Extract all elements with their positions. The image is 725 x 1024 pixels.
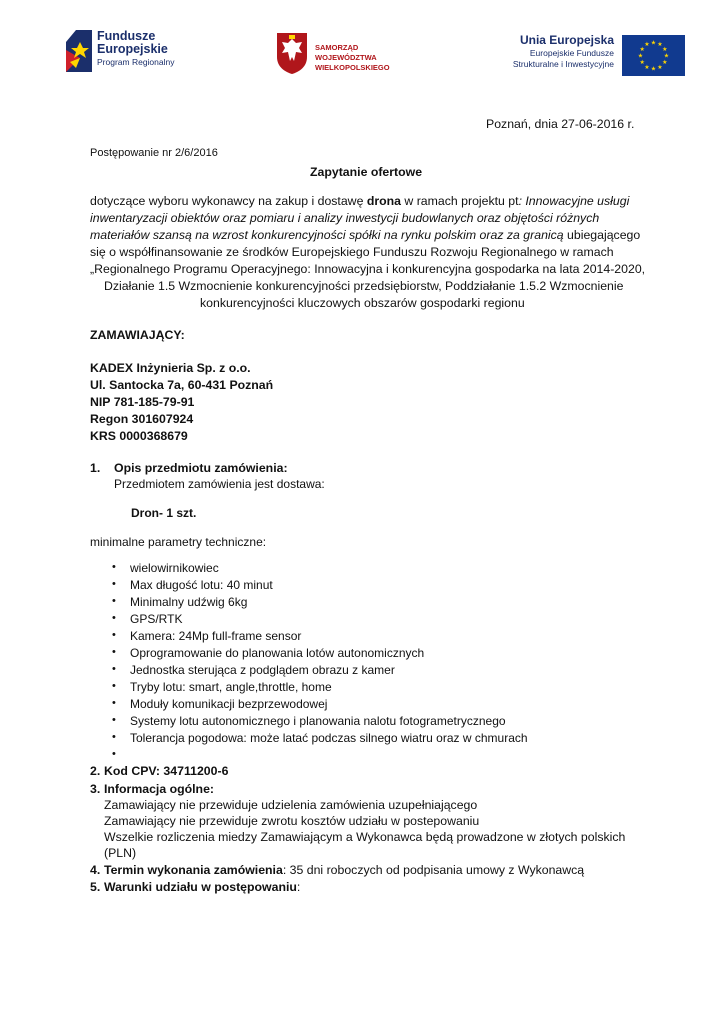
fundusze-europejskie-logo xyxy=(62,28,192,78)
eu-star-icon: ★ xyxy=(639,47,645,53)
list-item: Systemy lotu autonomicznego i planowania nalotu fotogrametrycznego xyxy=(130,714,506,728)
list-item: wielowirnikowiec xyxy=(130,561,219,575)
unia-europejska-logo xyxy=(496,33,690,77)
bullet: • xyxy=(112,663,116,675)
ue-logo-line3: Strukturalne i Inwestycyjne xyxy=(512,59,614,69)
eu-star-icon: ★ xyxy=(639,60,645,66)
list-item: Tryby lotu: smart, angle,throttle, home xyxy=(130,680,332,694)
list-item: Oprogramowanie do planowania lotów autonomicznych xyxy=(130,646,425,660)
bullet: • xyxy=(112,680,116,692)
section-3-heading: Informacja ogólne: xyxy=(104,782,214,796)
list-item: Max długość lotu: 40 minut xyxy=(130,578,273,592)
section-5-line xyxy=(104,880,300,894)
eu-star-icon: ★ xyxy=(662,60,668,66)
fe-star-emblem-icon xyxy=(62,28,94,76)
buyer-krs: KRS 0000368679 xyxy=(90,429,188,443)
bullet: • xyxy=(112,561,116,573)
section-2-number: 2. xyxy=(90,764,101,778)
section-2-heading: Kod CPV: 34711200-6 xyxy=(104,764,229,778)
eu-star-icon: ★ xyxy=(657,42,663,49)
eu-star-icon: ★ xyxy=(662,47,668,53)
params-label: minimalne parametry techniczne: xyxy=(90,535,267,549)
section-4-number: 4. xyxy=(90,863,101,877)
fe-logo-line1: Fundusze xyxy=(97,29,156,43)
section-3-line: Zamawiający nie przewiduje zwrotu kosztów udziału w postepowaniu xyxy=(104,814,480,828)
list-item: Kamera: 24Mp full-frame sensor xyxy=(130,629,302,643)
section-3-line: (PLN) xyxy=(104,846,137,860)
intro-line-7: konkurencyjności kluczowych obszarów gospodarki regionu xyxy=(200,296,525,310)
intro-text: dotyczące wyboru wykonawcy na zakup i dostawę xyxy=(90,194,367,208)
bullet: • xyxy=(112,646,116,658)
eu-star-icon: ★ xyxy=(650,40,657,47)
section-4-text: : 35 dni roboczych od podpisania umowy z Wykonawcą xyxy=(282,863,585,877)
list-item: Jednostka sterująca z podglądem obrazu z kamer xyxy=(130,663,395,677)
section-1-number: 1. xyxy=(90,461,101,475)
intro-text: w ramach projektu pt xyxy=(401,194,519,208)
intro-line-2: inwentaryzacji obiektów oraz pomiaru i analizy inwestycji budowlanych oraz objętości różnych xyxy=(90,211,600,225)
list-item: Tolerancja pogodowa: może latać podczas silnego wiatru oraz w chmurach xyxy=(130,731,528,745)
buyer-regon: Regon 301607924 xyxy=(90,412,194,426)
fe-logo-line3: Program Regionalny xyxy=(97,57,175,67)
bullet: • xyxy=(112,748,116,760)
section-1-text: Przedmiotem zamówienia jest dostawa: xyxy=(114,477,325,491)
section-5-text: : xyxy=(296,880,301,894)
ue-logo-line2: Europejskie Fundusze xyxy=(529,48,614,58)
eu-flag-icon xyxy=(622,35,685,76)
order-item: Dron- 1 szt. xyxy=(131,506,197,520)
samorzad-wielkopolski-logo xyxy=(275,31,415,75)
intro-line-3 xyxy=(90,228,640,242)
bullet: • xyxy=(112,629,116,641)
buyer-heading: ZAMAWIAJĄCY: xyxy=(90,328,185,342)
intro-project-title: : Innowacyjne usługi xyxy=(518,194,630,208)
document-title: Zapytanie ofertowe xyxy=(310,165,423,179)
intro-line-5: „Regionalnego Programu Operacyjnego: Innowacyjna i konkurencyjna gospodarka na lata 2014-2020, xyxy=(90,262,646,276)
bullet: • xyxy=(112,595,116,607)
bullet: • xyxy=(112,612,116,624)
fe-logo-line2: Europejskie xyxy=(97,42,168,56)
intro-line-1 xyxy=(90,194,629,208)
list-item: Minimalny udźwig 6kg xyxy=(130,595,248,609)
section-3-line: Wszelkie rozliczenia miedzy Zamawiającym a Wykonawca będą prowadzone w złotych polskich xyxy=(104,830,626,844)
reference-number: Postępowanie nr 2/6/2016 xyxy=(90,147,218,159)
section-5-heading: Warunki udziału w postępowaniu xyxy=(104,880,297,894)
buyer-name: KADEX Inżynieria Sp. z o.o. xyxy=(90,361,251,375)
bullet: • xyxy=(112,697,116,709)
buyer-nip: NIP 781-185-79-91 xyxy=(90,395,195,409)
eu-star-icon: ★ xyxy=(650,66,657,73)
section-4-line xyxy=(104,863,584,877)
bullet: • xyxy=(112,578,116,590)
ue-logo-line1: Unia Europejska xyxy=(519,33,614,47)
place-date: Poznań, dnia 27-06-2016 r. xyxy=(486,117,635,131)
intro-line-4: się o współfinansowanie ze środków Europejskiego Funduszu Rozwoju Regionalnego w ramach xyxy=(90,245,614,259)
section-1-heading: Opis przedmiotu zamówienia: xyxy=(114,461,288,475)
eu-star-icon: ★ xyxy=(657,64,663,71)
bullet: • xyxy=(112,714,116,726)
intro-line-6: Działanie 1.5 Wzmocnienie konkurencyjności przedsiębiorstw, Poddziałanie 1.5.2 Wzmocnienie xyxy=(104,279,624,293)
eu-star-icon: ★ xyxy=(644,64,650,71)
sw-logo-line2: WIELKOPOLSKIEGO xyxy=(315,63,390,72)
eu-star-icon: ★ xyxy=(637,53,644,60)
intro-text: ubiegającego xyxy=(563,228,641,242)
buyer-address: Ul. Santocka 7a, 60-431 Poznań xyxy=(90,378,274,392)
section-5-number: 5. xyxy=(90,880,101,894)
list-item: Moduły komunikacji bezprzewodowej xyxy=(130,697,328,711)
sw-logo-line1: SAMORZĄD WOJEWÓDZTWA xyxy=(315,43,377,62)
list-item: GPS/RTK xyxy=(130,612,183,626)
section-4-heading: Termin wykonania zamówienia xyxy=(104,863,283,877)
intro-project-title: materiałów szansą na wzrost konkurencyjności spółki na rynku polskim oraz za granicą xyxy=(90,228,564,242)
bullet: • xyxy=(112,731,116,743)
section-3-line: Zamawiający nie przewiduje udzielenia zamówienia uzupełniającego xyxy=(104,798,478,812)
section-3-number: 3. xyxy=(90,782,101,796)
intro-drona: drona xyxy=(366,194,401,208)
eu-star-icon: ★ xyxy=(663,53,670,60)
eagle-crest-icon xyxy=(275,31,309,75)
eu-star-icon: ★ xyxy=(644,42,650,49)
